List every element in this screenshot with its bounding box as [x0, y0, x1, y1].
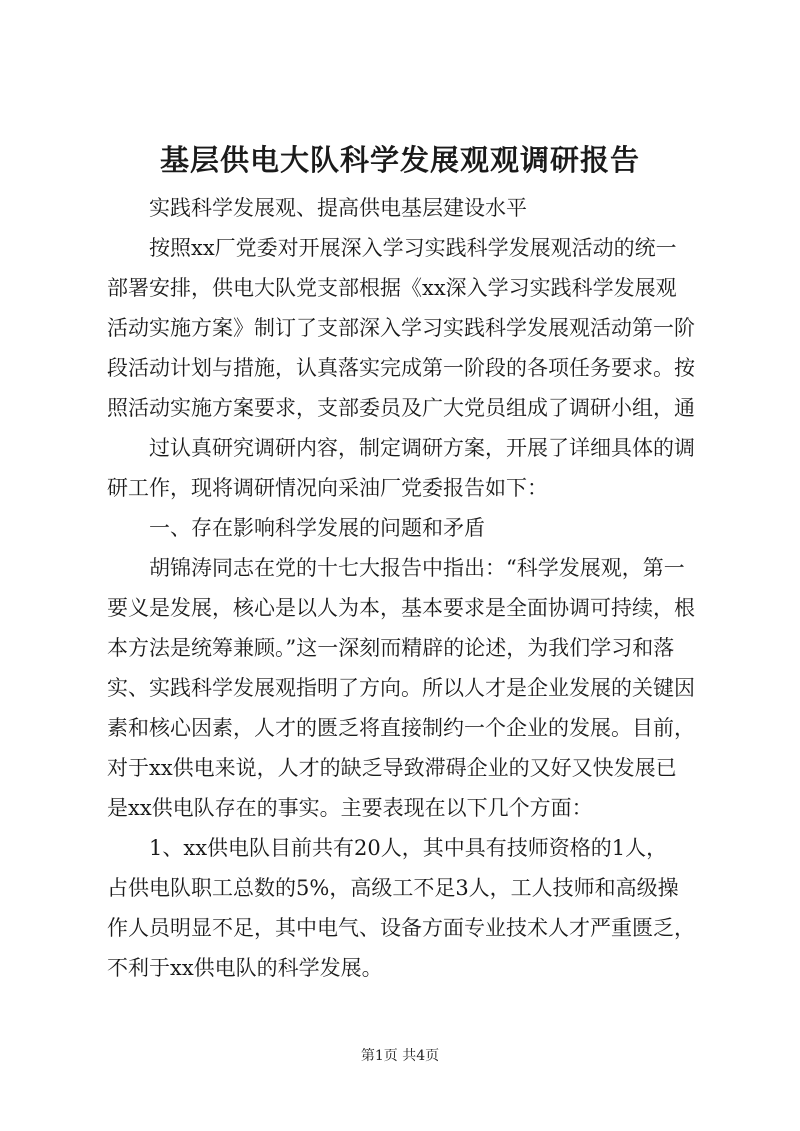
document-title: 基层供电大队科学发展观观调研报告: [159, 143, 640, 177]
text-line: 按照xx厂党委对开展深入学习实践科学发展观活动的统一: [149, 236, 677, 260]
text-line: 过认真研究调研内容，制定调研方案，开展了详细具体的调: [149, 436, 695, 460]
page-number: 第1页 共4页: [360, 1048, 440, 1064]
text-line: 素和核心因素，人才的匮乏将直接制约一个企业的发展。目前，: [107, 716, 695, 740]
text-line: 实、实践科学发展观指明了方向。所以人才是企业发展的关键因: [107, 676, 695, 700]
text-line: 实践科学发展观、提高供电基层建设水平: [149, 196, 527, 220]
text-line: 部署安排，供电大队党支部根据《xx深入学习实践科学发展观: [107, 276, 677, 300]
text-line: 占供电队职工总数的5%，高级工不足3人，工人技师和高级操: [107, 876, 679, 900]
paragraph-intro: [107, 228, 717, 428]
document-body: [107, 188, 717, 988]
text-line: 1、xx供电队目前共有20人，其中具有技师资格的1人，: [149, 836, 668, 860]
text-line: 对于xx供电来说，人才的缺乏导致滞碍企业的又好又快发展已: [107, 756, 677, 780]
text-line: 研工作，现将调研情况向采油厂党委报告如下：: [107, 476, 548, 500]
section-heading: [107, 508, 717, 548]
text-line: 照活动实施方案要求，支部委员及广大党员组成了调研小组，通: [107, 396, 695, 420]
text-line: 胡锦涛同志在党的十七大报告中指出：“科学发展观，第一: [149, 556, 685, 580]
paragraph-item-1: [107, 828, 717, 988]
text-line: 活动实施方案》制订了支部深入学习实践科学发展观活动第一阶: [107, 316, 695, 340]
text-line: 要义是发展，核心是以人为本，基本要求是全面协调可持续，根: [107, 596, 695, 620]
text-line: 段活动计划与措施，认真落实完成第一阶段的各项任务要求。按: [107, 356, 695, 380]
text-line: 本方法是统筹兼顾。”这一深刻而精辟的论述，为我们学习和落: [107, 636, 675, 660]
paragraph-research: [107, 428, 717, 508]
text-line: 不利于xx供电队的科学发展。: [107, 956, 383, 980]
text-line: 作人员明显不足，其中电气、设备方面专业技术人才严重匮乏，: [107, 916, 695, 940]
text-line: 是xx供电队存在的事实。主要表现在以下几个方面：: [107, 796, 593, 820]
paragraph-quote: [107, 548, 717, 828]
paragraph-subtitle: [107, 188, 717, 228]
text-line: 一、存在影响科学发展的问题和矛盾: [149, 516, 485, 540]
